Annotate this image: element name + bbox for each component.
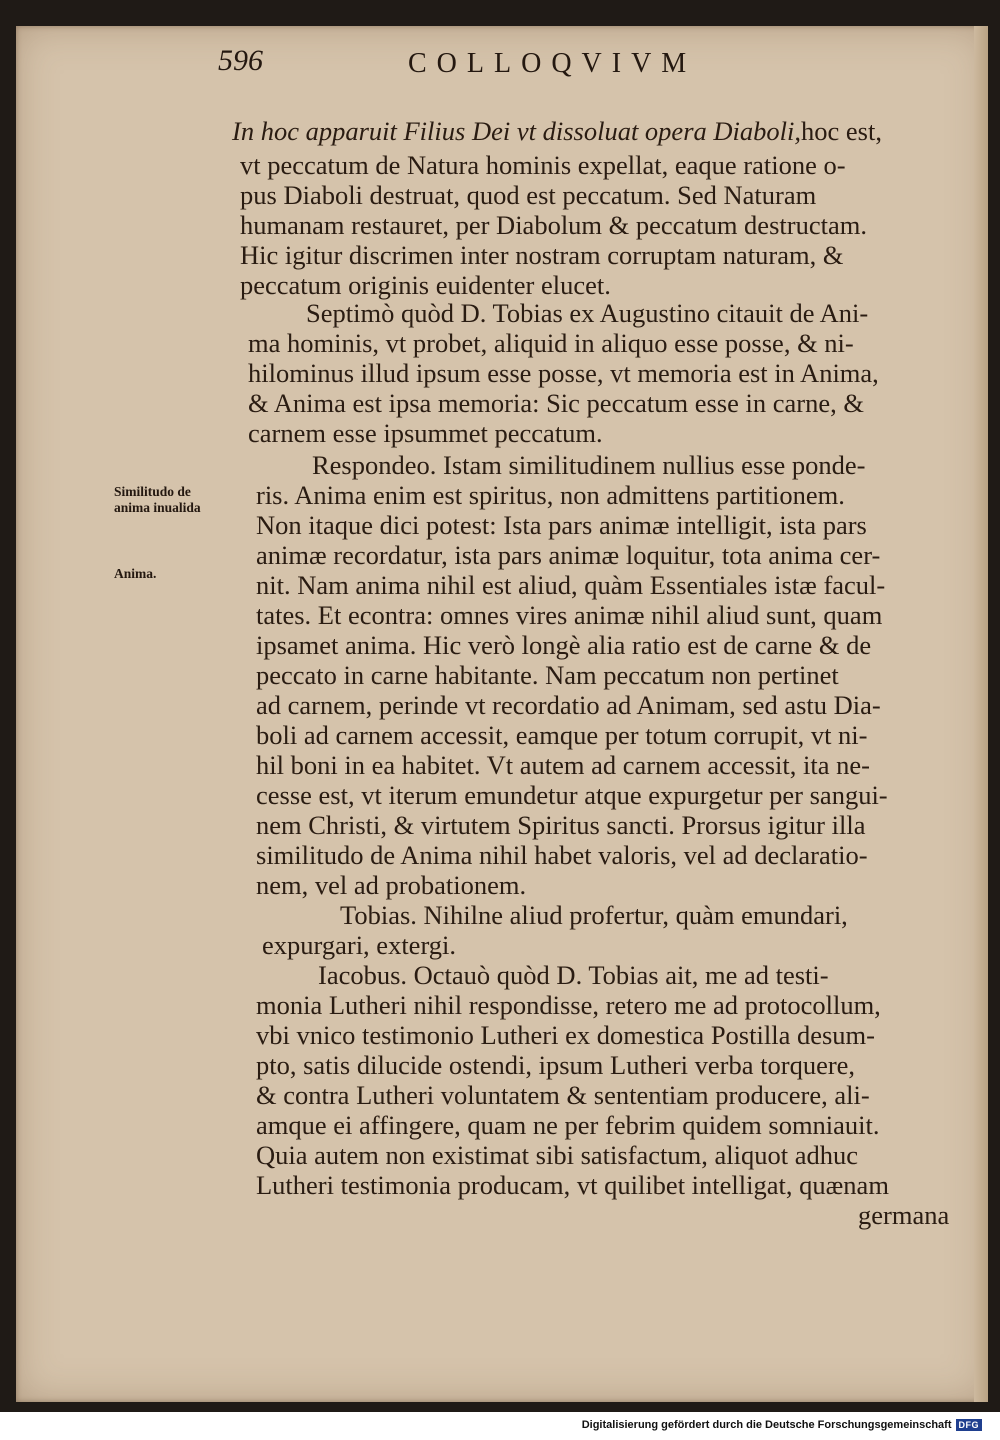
body-line-2: vt peccatum de Natura hominis expellat, eaque ratione o- bbox=[240, 150, 846, 180]
body-line-15: animæ recordatur, ista pars animæ loquitur, tota anima cer- bbox=[256, 540, 881, 570]
body-line-5: Hic igitur discrimen inter nostram corruptam naturam, & bbox=[240, 240, 844, 270]
body-line-19: peccato in carne habitante. Nam peccatum non pertinet bbox=[256, 660, 839, 690]
body-line-18: ipsamet anima. Hic verò longè alia ratio est de carne & de bbox=[256, 630, 872, 660]
page-number: 596 bbox=[218, 44, 263, 77]
body-line-8: ma hominis, vt probet, aliquid in aliquo esse posse, & ni- bbox=[248, 328, 854, 358]
body-line-16: nit. Nam anima nihil est aliud, quàm Essentiales istæ facul- bbox=[256, 570, 886, 600]
body-line-9: hilominus illud ipsum esse posse, vt memoria est in Anima, bbox=[248, 358, 879, 388]
body-line-3: pus Diaboli destruat, quod est peccatum. Sed Naturam bbox=[240, 180, 817, 210]
body-line-36: Lutheri testimonia producam, vt quilibet intelligat, quænam bbox=[256, 1170, 889, 1200]
body-line-1-italic: In hoc apparuit Filius Dei vt dissoluat opera Diaboli, bbox=[232, 116, 801, 146]
body-line-10: & Anima est ipsa memoria: Sic peccatum esse in carne, & bbox=[248, 388, 864, 418]
body-line-24: nem Christi, & virtutem Spiritus sancti. Prorsus igitur illa bbox=[256, 810, 866, 840]
body-line-23: cesse est, vt iterum emundetur atque expurgetur per sangui- bbox=[256, 780, 888, 810]
margin-note-similitudo-line2: anima inualida bbox=[114, 500, 201, 515]
body-line-4: humanam restauret, per Diabolum & peccatum destructam. bbox=[240, 210, 867, 240]
margin-note-similitudo-line1: Similitudo de bbox=[114, 484, 191, 499]
body-line-17: tates. Et econtra: omnes vires animæ nihil aliud sunt, quam bbox=[256, 600, 883, 630]
margin-note-anima: Anima. bbox=[114, 566, 157, 581]
body-line-7: Septimò quòd D. Tobias ex Augustino citauit de Ani- bbox=[306, 298, 869, 328]
body-line-31: vbi vnico testimonio Lutheri ex domestica Postilla desum- bbox=[256, 1020, 875, 1050]
body-line-27: Tobias. Nihilne aliud profertur, quàm emundari, bbox=[340, 900, 848, 930]
body-line-20: ad carnem, perinde vt recordatio ad Animam, sed astu Dia- bbox=[256, 690, 881, 720]
body-line-21: boli ad carnem accessit, eamque per totum corrupit, vt ni- bbox=[256, 720, 868, 750]
body-line-1 bbox=[232, 116, 882, 146]
dfg-logo-icon: DFG bbox=[956, 1419, 983, 1431]
body-line-6: peccatum originis euidenter elucet. bbox=[240, 270, 611, 300]
body-line-28: expurgari, extergi. bbox=[262, 930, 457, 960]
body-line-12: Respondeo. Istam similitudinem nullius esse ponde- bbox=[312, 450, 866, 480]
body-line-30: monia Lutheri nihil respondisse, retero me ad protocollum, bbox=[256, 990, 881, 1020]
body-line-34: amque ei affingere, quam ne per febrim quidem somniauit. bbox=[256, 1110, 880, 1140]
page-edge bbox=[974, 26, 988, 1402]
body-line-25: similitudo de Anima nihil habet valoris, vel ad declaratio- bbox=[256, 840, 868, 870]
body-line-35: Quia autem non existimat sibi satisfactum, aliquot adhuc bbox=[256, 1140, 859, 1170]
body-line-29: Iacobus. Octauò quòd D. Tobias ait, me ad testi- bbox=[318, 960, 829, 990]
body-line-14: Non itaque dici potest: Ista pars animæ intelligit, ista pars bbox=[256, 510, 867, 540]
body-line-13: ris. Anima enim est spiritus, non admittens partitionem. bbox=[256, 480, 845, 510]
running-head: COLLOQVIVM bbox=[408, 48, 697, 79]
body-line-11: carnem esse ipsummet peccatum. bbox=[248, 418, 603, 448]
body-line-22: hil boni in ea habitet. Vt autem ad carnem accessit, ita ne- bbox=[256, 750, 870, 780]
footer-credit bbox=[582, 1419, 982, 1431]
catchword: germana bbox=[858, 1200, 950, 1230]
body-line-26: nem, vel ad probationem. bbox=[256, 870, 527, 900]
footer-text: Digitalisierung gefördert durch die Deutsche Forschungsgemeinschaft bbox=[581, 1419, 952, 1431]
body-line-1-text: hoc est, bbox=[801, 116, 882, 146]
body-line-32: pto, satis dilucide ostendi, ipsum Lutheri verba torquere, bbox=[256, 1050, 856, 1080]
body-line-33: & contra Lutheri voluntatem & sententiam producere, ali- bbox=[256, 1080, 870, 1110]
